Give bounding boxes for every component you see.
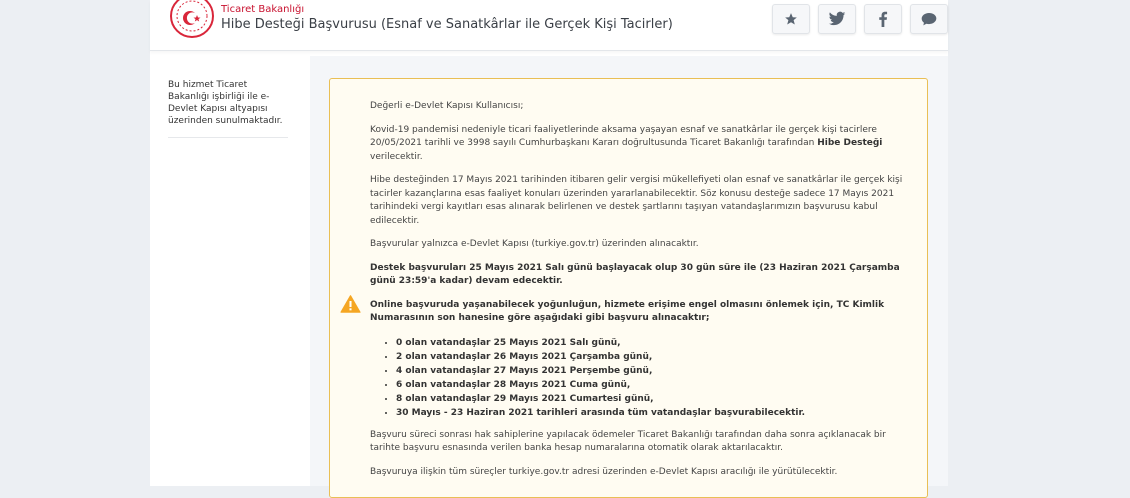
org-name[interactable]: Ticaret Bakanlığı	[221, 4, 305, 15]
feedback-button[interactable]	[910, 4, 948, 34]
list-item: • 8 olan vatandaşlar 29 Mayıs 2021 Cumartesi günü,	[396, 392, 910, 406]
facebook-share-button[interactable]	[864, 4, 902, 34]
schedule-list	[370, 336, 910, 420]
twitter-icon	[828, 11, 846, 27]
notice-paragraph-7: Başvuruya ilişkin tüm süreçler turkiye.gov.tr adresi üzerinden e-Devlet Kapısı aracılığı ile yürütülecektir.	[370, 466, 838, 477]
list-item: • 6 olan vatandaşlar 28 Mayıs 2021 Cuma günü,	[396, 378, 910, 392]
p1-bold: Hibe Desteği	[817, 138, 883, 148]
twitter-share-button[interactable]	[818, 4, 856, 34]
page	[150, 0, 948, 486]
notice-paragraph-5: Online başvuruda yaşanabilecek yoğunluğun, hizmete erişime engel olmasını önlemek için, TC Kimlik Numarasının son hanesine göre aşağıdaki gibi başvuru alınacaktır;	[370, 299, 885, 323]
p1-text-end: verilecektir.	[370, 151, 423, 162]
notice-greeting: Değerli e-Devlet Kapısı Kullanıcısı;	[370, 101, 524, 111]
list-item: • 4 olan vatandaşlar 27 Mayıs 2021 Perşembe günü,	[396, 364, 910, 378]
page-title: Hibe Desteği Başvurusu (Esnaf ve Sanatkârlar ile Gerçek Kişi Tacirler)	[221, 17, 673, 32]
facebook-icon	[878, 11, 888, 27]
ministry-emblem-icon	[174, 0, 210, 34]
favorite-button[interactable]	[772, 4, 810, 34]
star-icon	[784, 12, 798, 26]
warning-icon	[340, 295, 361, 317]
action-buttons	[772, 4, 948, 34]
comment-icon	[921, 12, 937, 26]
list-item: • 30 Mayıs - 23 Haziran 2021 tarihleri arasında tüm vatandaşlar başvurabilecektir.	[396, 406, 910, 420]
notice-text	[370, 100, 910, 489]
sidebar-divider	[168, 137, 288, 138]
info-notice	[329, 78, 928, 498]
list-item: • 0 olan vatandaşlar 25 Mayıs 2021 Salı günü,	[396, 336, 910, 350]
notice-paragraph-6: Başvuru süreci sonrası hak sahiplerine yapılacak ödemeler Ticaret Bakanlığı tarafından daha sonra açıklanacak bir tarihte başvuru esnasında verilen banka hesap numaralarına otomatik olarak aktarılacaktır.	[370, 429, 886, 453]
notice-paragraph-3: Başvurular yalnızca e-Devlet Kapısı (turkiye.gov.tr) üzerinden alınacaktır.	[370, 239, 699, 249]
list-item: • 2 olan vatandaşlar 26 Mayıs 2021 Çarşamba günü,	[396, 350, 910, 364]
notice-paragraph-1	[370, 124, 910, 165]
notice-paragraph-4: Destek başvuruları 25 Mayıs 2021 Salı günü başlayacak olup 30 gün süre ile (23 Haziran 2021 Çarşamba günü 23:59'a kadar) devam edecektir.	[370, 262, 900, 286]
sidebar-note: Bu hizmet Ticaret Bakanlığı işbirliği ile e-Devlet Kapısı altyapısı üzerinden sunulmaktadır.	[168, 80, 283, 126]
p1-text: Kovid-19 pandemisi nedeniyle ticari faaliyetlerinde aksama yaşayan esnaf ve sanatkârlar ile gerçek kişi tacirlere 20/05/2021 tarihli ve 3998 sayılı Cumhurbaşkanı Kararı doğrultusunda Ticaret Bakanlığı tarafından	[370, 124, 877, 148]
notice-paragraph-2: Hibe desteğinden 17 Mayıs 2021 tarihinden itibaren gelir vergisi mükellefiyeti olan esnaf ve sanatkârlar ile gerçek kişi tacirler kazançlarına esas faaliyet konuları üzerinden yararlanabilecektir. Söz konusu desteğe sadece 17 Mayıs 2021 tarihindeki vergi kayıtları esas alınarak belirlenen ve destek şartlarını taşıyan vatandaşlarımızın başvurusu kabul edilecektir.	[370, 175, 903, 226]
header	[150, 0, 948, 51]
ministry-logo[interactable]	[170, 0, 214, 38]
